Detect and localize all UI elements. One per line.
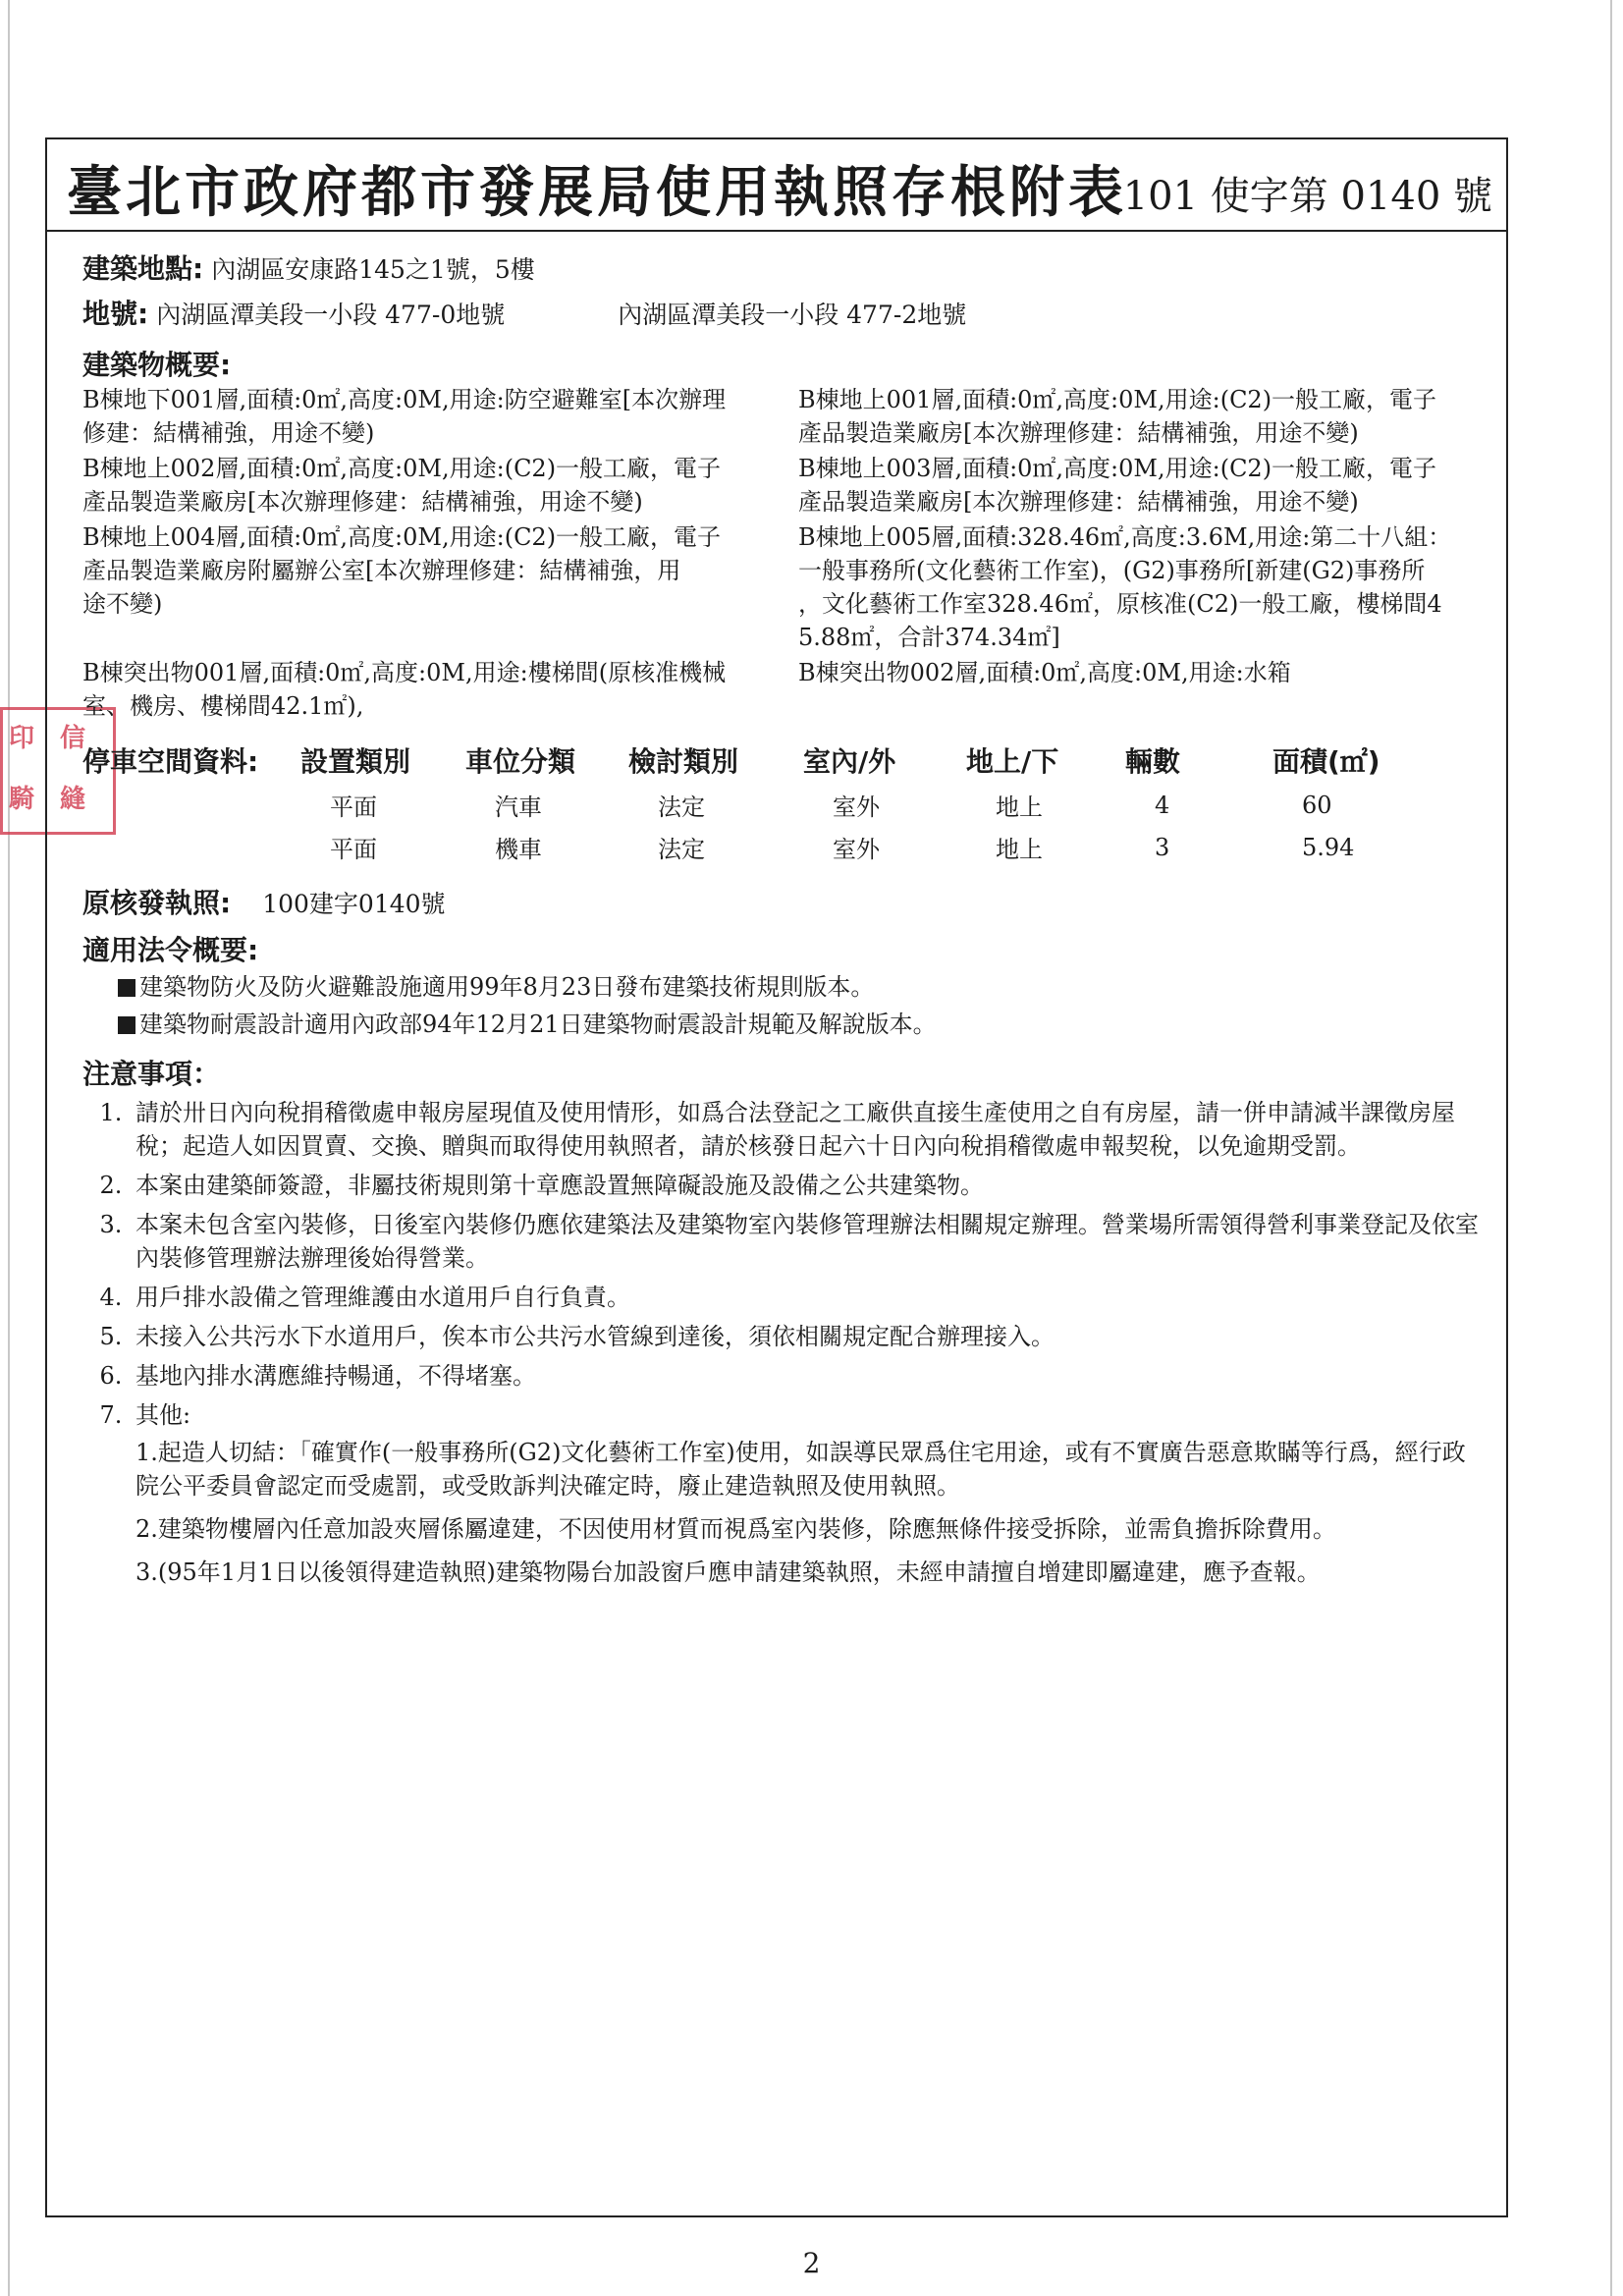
parking-cell: 室外 xyxy=(833,836,880,863)
parking-body xyxy=(82,784,1380,868)
note-item: 1. 請於卅日內向稅捐稽徵處申報房屋現值及使用情形，如爲合法登記之工廠供直接生產使用之自有房屋，請一併申請減半課徵房屋稅；起造人如因買賣、交換、贈與而取得使用執照者，請於核發日起六十日內向稅捐稽徵處申報契稅，以免逾期受罰。 xyxy=(130,1096,1487,1163)
notes-label: 注意事項： xyxy=(82,1058,221,1090)
lot-row xyxy=(82,293,1487,332)
overview-line: B棟突出物002層,面積:0㎡,高度:0M,用途:水箱 xyxy=(798,659,1291,686)
overview-line: 產品製造業廠房附屬辦公室[本次辦理修建：結構補強，用 xyxy=(82,557,681,584)
overview-item xyxy=(798,383,1476,450)
address-row xyxy=(82,247,1487,287)
overview-line: B棟地下001層,面積:0㎡,高度:0M,用途:防空避難室[本次辦理 xyxy=(82,386,727,413)
parking-cell: 室外 xyxy=(833,793,880,821)
overview-item xyxy=(798,520,1476,654)
address-value: 內湖區安康路145之1號，5樓 xyxy=(211,255,535,284)
overview-line: B棟地上001層,面積:0㎡,高度:0M,用途:(C2)一般工廠，電子 xyxy=(798,386,1437,413)
parking-spacer xyxy=(82,826,300,868)
overview-line: 途不變) xyxy=(82,590,163,618)
parking-label: 停車空間資料: xyxy=(82,745,259,778)
document-frame xyxy=(45,137,1508,2217)
overview-grid xyxy=(82,383,1487,723)
original-permit-value: 100建字0140號 xyxy=(262,890,446,918)
lot-value: 內湖區潭美段一小段 477-2地號 xyxy=(618,301,967,329)
parking-col-header: 室內/外 xyxy=(803,745,896,778)
parking-cell: 4 xyxy=(1155,791,1170,819)
original-permit-row xyxy=(82,882,1487,921)
overview-line: 產品製造業廠房[本次辦理修建：結構補強，用途不變) xyxy=(82,488,643,516)
note-item: 2. 本案由建築師簽證，非屬技術規則第十章應設置無障礙設施及設備之公共建築物。 xyxy=(130,1169,1487,1202)
parking-col-header: 輛數 xyxy=(1125,745,1181,778)
law-item: 建築物耐震設計適用內政部94年12月21日建築物耐震設計規範及解說版本。 xyxy=(82,1006,1487,1043)
permit-number: 101 使字第 0140 號 xyxy=(1122,174,1492,219)
laws-list xyxy=(82,968,1487,1043)
address-label: 建築地點: xyxy=(82,252,204,285)
note-item: 5. 未接入公共污水下水道用戶，俟本市公共污水管線到達後，須依相關規定配合辦理接入。 xyxy=(130,1320,1487,1353)
document-header xyxy=(47,139,1506,232)
overview-line: 產品製造業廠房[本次辦理修建：結構補強，用途不變) xyxy=(798,488,1359,516)
parking-col-header: 車位分類 xyxy=(465,745,576,778)
page-number: 2 xyxy=(802,2247,821,2279)
note-item: 3. 本案未包含室內裝修，日後室內裝修仍應依建築法及建築物室內裝修管理辦法相關規定辦理。營業場所需領得營利事業登記及依室內裝修管理辦法辦理後始得營業。 xyxy=(130,1208,1487,1275)
note-item: 7. 其他: 1.起造人切結：「確實作(一般事務所(G2)文化藝術工作室)使用，如誤導民眾爲住宅用途，或有不實廣告惡意欺瞞等行爲，經行政院公平委員會認定而受處罰，或受敗訴判決確定時，廢止建造執照及使用執照。 2.建築物樓層內任意加設夾層係屬違建，不因使用材質而視爲室內裝修，除應無條件接受拆除，並需負擔拆除費用。 3.(95年1月1日以後領得建造執照)建築物陽台加設窗戶應申請建築執照，未經申請擅自增建即屬違建，應予查報。 xyxy=(130,1398,1487,1589)
overview-item xyxy=(82,520,784,654)
notes-list xyxy=(82,1096,1487,1589)
parking-cell: 法定 xyxy=(658,793,705,821)
overview-item xyxy=(82,656,784,723)
parking-cell: 3 xyxy=(1155,833,1170,861)
note-sub-item: 2.建築物樓層內任意加設夾層係屬違建，不因使用材質而視爲室內裝修，除應無條件接受拆除，並需負擔拆除費用。 xyxy=(135,1515,1336,1543)
parking-header-row xyxy=(82,737,1380,784)
parking-cell: 平面 xyxy=(330,836,377,863)
overview-line: B棟地上002層,面積:0㎡,高度:0M,用途:(C2)一般工廠，電子 xyxy=(82,455,722,482)
notes-section xyxy=(82,1096,1487,1589)
parking-cell: 60 xyxy=(1302,791,1332,819)
overview-line: B棟地上004層,面積:0㎡,高度:0M,用途:(C2)一般工廠，電子 xyxy=(82,523,722,551)
parking-row xyxy=(82,784,1380,826)
parking-col-header: 地上/下 xyxy=(966,745,1059,778)
note-item: 6. 基地內排水溝應維持暢通，不得堵塞。 xyxy=(130,1359,1487,1393)
lot-value: 內湖區潭美段一小段 477-0地號 xyxy=(156,301,506,329)
parking-cell: 汽車 xyxy=(495,793,542,821)
lot-label: 地號: xyxy=(82,298,149,330)
parking-col-header: 面積(㎡) xyxy=(1272,745,1380,778)
document-title: 臺北市政府都市發展局使用執照存根附表 xyxy=(67,160,1127,225)
parking-col-header: 設置類別 xyxy=(300,745,411,778)
overview-label: 建築物概要: xyxy=(82,349,232,381)
parking-cell: 5.94 xyxy=(1302,833,1355,861)
scan-edge-right xyxy=(1610,0,1612,2296)
note-sub-item: 3.(95年1月1日以後領得建造執照)建築物陽台加設窗戶應申請建築執照，未經申請擅自增建即屬違建，應予查報。 xyxy=(135,1558,1321,1586)
overview-item xyxy=(798,656,1476,723)
parking-cell: 平面 xyxy=(330,793,377,821)
original-permit-label: 原核發執照: xyxy=(82,887,232,919)
overview-line: 一般事務所(文化藝術工作室)，(G2)事務所[新建(G2)事務所 xyxy=(798,557,1426,584)
scan-edge-left xyxy=(8,0,10,2296)
parking-row xyxy=(82,826,1380,868)
overview-line: B棟地上003層,面積:0㎡,高度:0M,用途:(C2)一般工廠，電子 xyxy=(798,455,1437,482)
overview-line: 產品製造業廠房[本次辦理修建：結構補強，用途不變) xyxy=(798,419,1359,447)
note-sub-item: 1.起造人切結：「確實作(一般事務所(G2)文化藝術工作室)使用，如誤導民眾爲住宅用途，或有不實廣告惡意欺瞞等行爲，經行政院公平委員會認定而受處罰，或受敗訴判決確定時，廢止建造執照及使用執照。 xyxy=(135,1439,1466,1500)
overview-line: ，文化藝術工作室328.46㎡，原核准(C2)一般工廠，樓梯間4 xyxy=(798,590,1442,618)
parking-col-header: 檢討類別 xyxy=(628,745,739,778)
overview-line: 5.88㎡，合計374.34㎡] xyxy=(798,624,1060,651)
parking-cell: 機車 xyxy=(495,836,542,863)
overview-line: 修建：結構補強，用途不變) xyxy=(82,419,375,447)
parking-cell: 地上 xyxy=(996,793,1043,821)
overview-line: B棟地上005層,面積:328.46㎡,高度:3.6M,用途:第二十八組： xyxy=(798,523,1452,551)
parking-cell: 地上 xyxy=(996,836,1043,863)
laws-label: 適用法令概要: xyxy=(82,934,259,966)
parking-cell: 法定 xyxy=(658,836,705,863)
overview-line: 室、機房、樓梯間42.1㎡), xyxy=(82,692,364,720)
seal-stamp: 印 信 騎 縫 xyxy=(0,707,116,835)
checkbox-filled-icon xyxy=(118,979,135,997)
overview-item xyxy=(82,383,784,450)
document-body xyxy=(82,247,1487,1599)
checkbox-filled-icon xyxy=(118,1016,135,1034)
overview-item xyxy=(82,452,784,519)
law-item: 建築物防火及防火避難設施適用99年8月23日發布建築技術規則版本。 xyxy=(82,968,1487,1006)
overview-item xyxy=(798,452,1476,519)
parking-section xyxy=(82,737,1487,868)
parking-spacer xyxy=(82,784,300,826)
note-item: 4. 用戶排水設備之管理維護由水道用戶自行負責。 xyxy=(130,1281,1487,1314)
overview-line: B棟突出物001層,面積:0㎡,高度:0M,用途:樓梯間(原核准機械 xyxy=(82,659,727,686)
parking-table xyxy=(82,737,1380,868)
